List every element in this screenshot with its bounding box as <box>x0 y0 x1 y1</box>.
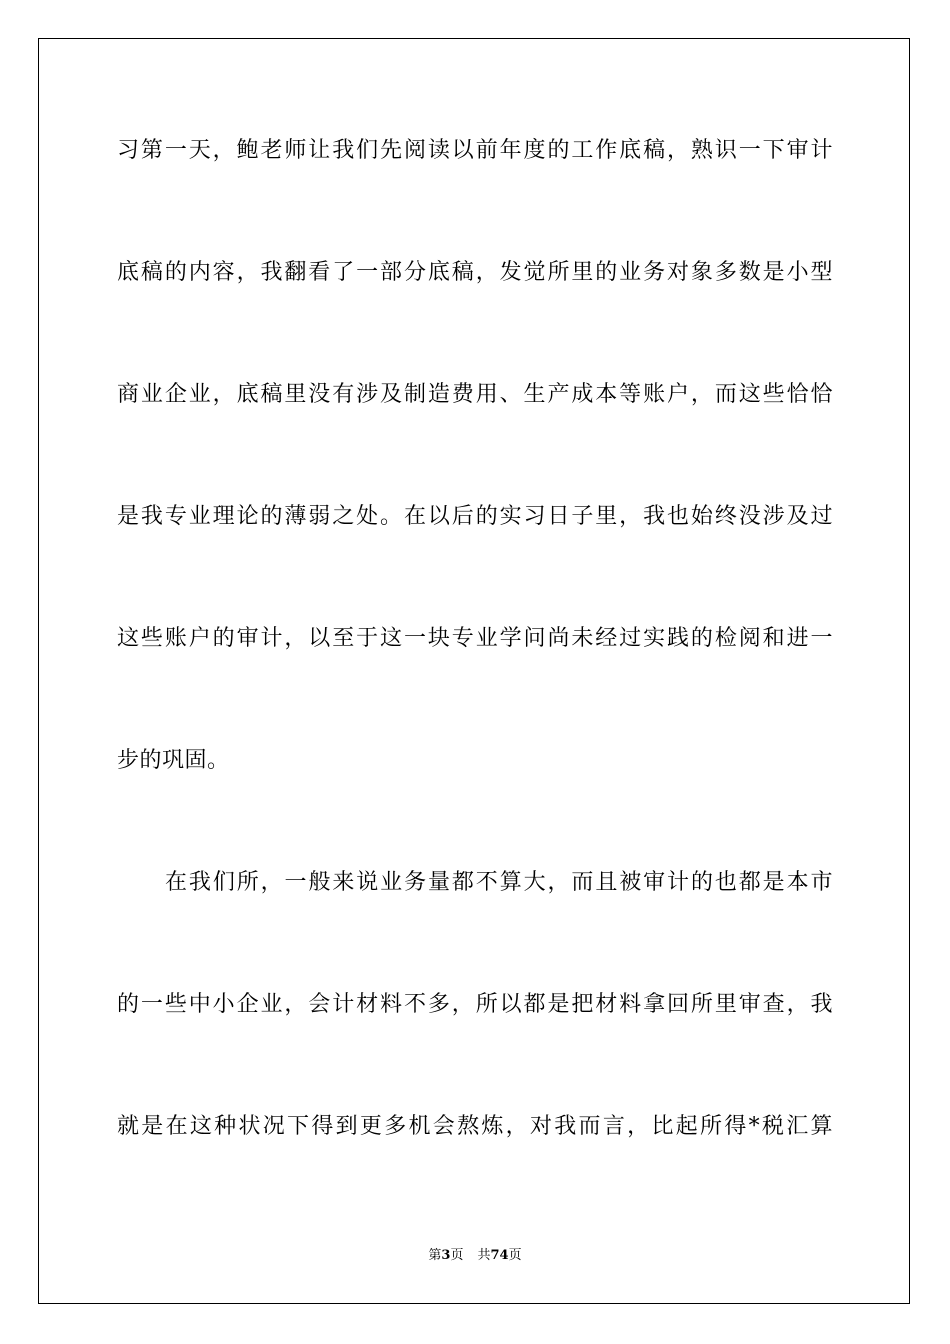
total-pages: 74 <box>490 1248 509 1263</box>
total-label-suffix: 页 <box>508 1248 522 1263</box>
page-label-suffix: 页 <box>450 1248 464 1263</box>
body-text-line-1: 习第一天，鲍老师让我们先阅读以前年度的工作底稿，熟识一下审计 <box>117 138 833 163</box>
body-text-line-5: 这些账户的审计，以至于这一块专业学问尚未经过实践的检阅和进一 <box>117 626 833 651</box>
body-text-line-4: 是我专业理论的薄弱之处。在以后的实习日子里，我也始终没涉及过 <box>117 504 833 529</box>
body-text-line-7: 在我们所，一般来说业务量都不算大，而且被审计的也都是本市 <box>165 870 833 895</box>
body-text-line-3: 商业企业，底稿里没有涉及制造费用、生产成本等账户，而这些恰恰 <box>117 382 833 407</box>
body-text-line-6: 步的巩固。 <box>117 748 230 773</box>
body-text-line-9: 就是在这种状况下得到更多机会熬炼，对我而言，比起所得*税汇算 <box>117 1114 833 1139</box>
page-number: 3 <box>441 1248 451 1263</box>
page-footer <box>0 1247 950 1265</box>
page-label-prefix: 第 <box>428 1248 442 1263</box>
body-text-line-8: 的一些中小企业，会计材料不多，所以都是把材料拿回所里审查，我 <box>117 992 833 1017</box>
total-label-prefix: 共 <box>477 1248 491 1263</box>
body-text-line-2: 底稿的内容，我翻看了一部分底稿，发觉所里的业务对象多数是小型 <box>117 260 833 285</box>
